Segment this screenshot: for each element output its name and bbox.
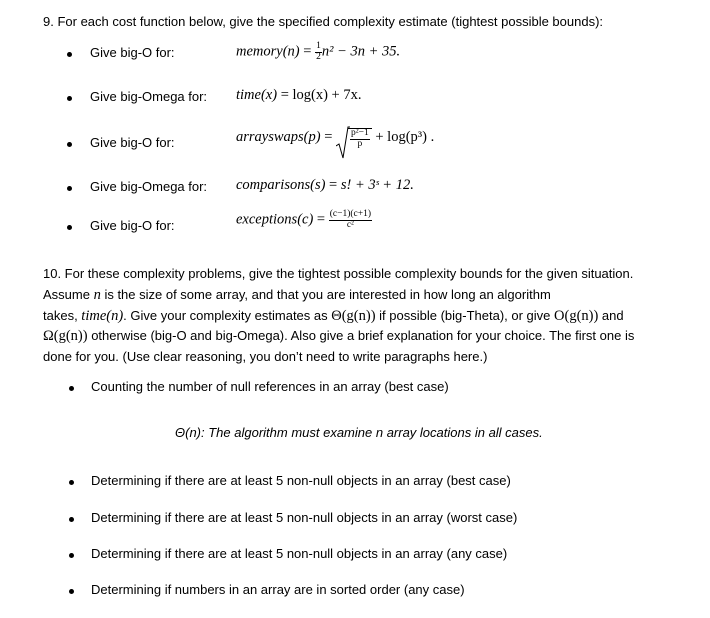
q10-example-answer: Θ(n): The algorithm must examine n array locations in all cases. [175,425,543,440]
q10-paragraph [43,264,683,368]
bullet [67,142,72,147]
q9-item1-frac: $\frac{1}{2}$ [316,41,321,62]
q9-item3-frac: $\frac{\text{p²−1}}{p}$ [348,128,372,149]
q10-item2: Determining if there are at least 5 non-null objects in an array (worst case) [91,510,518,525]
q10-line4: Ω(g(n)) otherwise (big-O and big-Omega). Also give a brief explanation for your choice. The first one is [43,328,635,345]
q10-item3: Determining if there are at least 5 non-null objects in an array (any case) [91,546,508,561]
q9-item5-label: Give big-O for: [90,218,175,233]
q9-item1-tail: n² − 3n + 35. [321,43,401,60]
q10-line1: 10. For these complexity problems, give the tightest possible complexity bounds for the given situation. [43,266,634,281]
bullet [67,225,72,230]
q10-item4: Determining if numbers in an array are in sorted order (any case) [91,582,465,597]
bullet [69,553,74,558]
q9-item4-fn: comparisons(s) [236,177,326,193]
q10-line3: takes, time(n). Give your complexity estimates as Θ(g(n)) if possible (big-Theta), or give O(g(n)) and [43,307,624,324]
q9-item4-expression: comparisons(s) = s! + 3ˢ + 12. [236,177,414,193]
q10-item1: Determining if there are at least 5 non-null objects in an array (best case) [91,473,511,488]
bullet [69,589,74,594]
q9-item5-fn: exceptions(c) [236,211,314,228]
q9-item3-fn: arrayswaps(p) [236,128,321,145]
q9-item3-tail: + log(p³) . [375,128,435,145]
q9-item4-label: Give big-Omega for: [90,179,208,194]
q9-item1-expression: memory(n) = $\frac{1}{2}$ n² − 3n + 35. [236,41,401,62]
q9-item2-label: Give big-Omega for: [90,89,208,104]
q10-line5: done for you. (Use clear reasoning, you don’t need to write paragraphs here.) [43,349,488,365]
sqrt-symbol [336,126,372,149]
q9-item3-label: Give big-O for: [90,135,175,150]
bullet [67,186,72,191]
q9-item2-fn: time(x) [236,87,278,103]
q9-item1-fn: memory(n) [236,43,300,60]
q9-heading: 9. For each cost function below, give the specified complexity estimate (tightest possible bounds): [43,14,604,29]
q9-item4-tail: s! + 3ˢ + 12. [340,177,414,193]
q9-item5-expression: exceptions(c) = $\frac{(c-1)(c+1)}{\text{c²}}$ [236,209,372,230]
q10-example-item: Counting the number of null references in an array (best case) [91,379,449,394]
bullet [67,52,72,57]
q9-item2-expression: time(x) = log(x) + 7x. [236,87,362,103]
bullet [67,96,72,101]
bullet [69,386,74,391]
q10-line2: Assume n is the size of some array, and that you are interested in how long an algorithm [43,286,551,303]
bullet [69,480,74,485]
bullet [69,517,74,522]
q9-item5-frac: $\frac{(c-1)(c+1)}{\text{c²}}$ [329,209,372,230]
q9-item1-label: Give big-O for: [90,45,175,60]
q9-item2-tail: log(x) + 7x. [292,87,362,103]
q9-item3-expression: arrayswaps(p) = $\frac{\text{p²−1}}{p}$ + log(p³) . [236,126,434,149]
